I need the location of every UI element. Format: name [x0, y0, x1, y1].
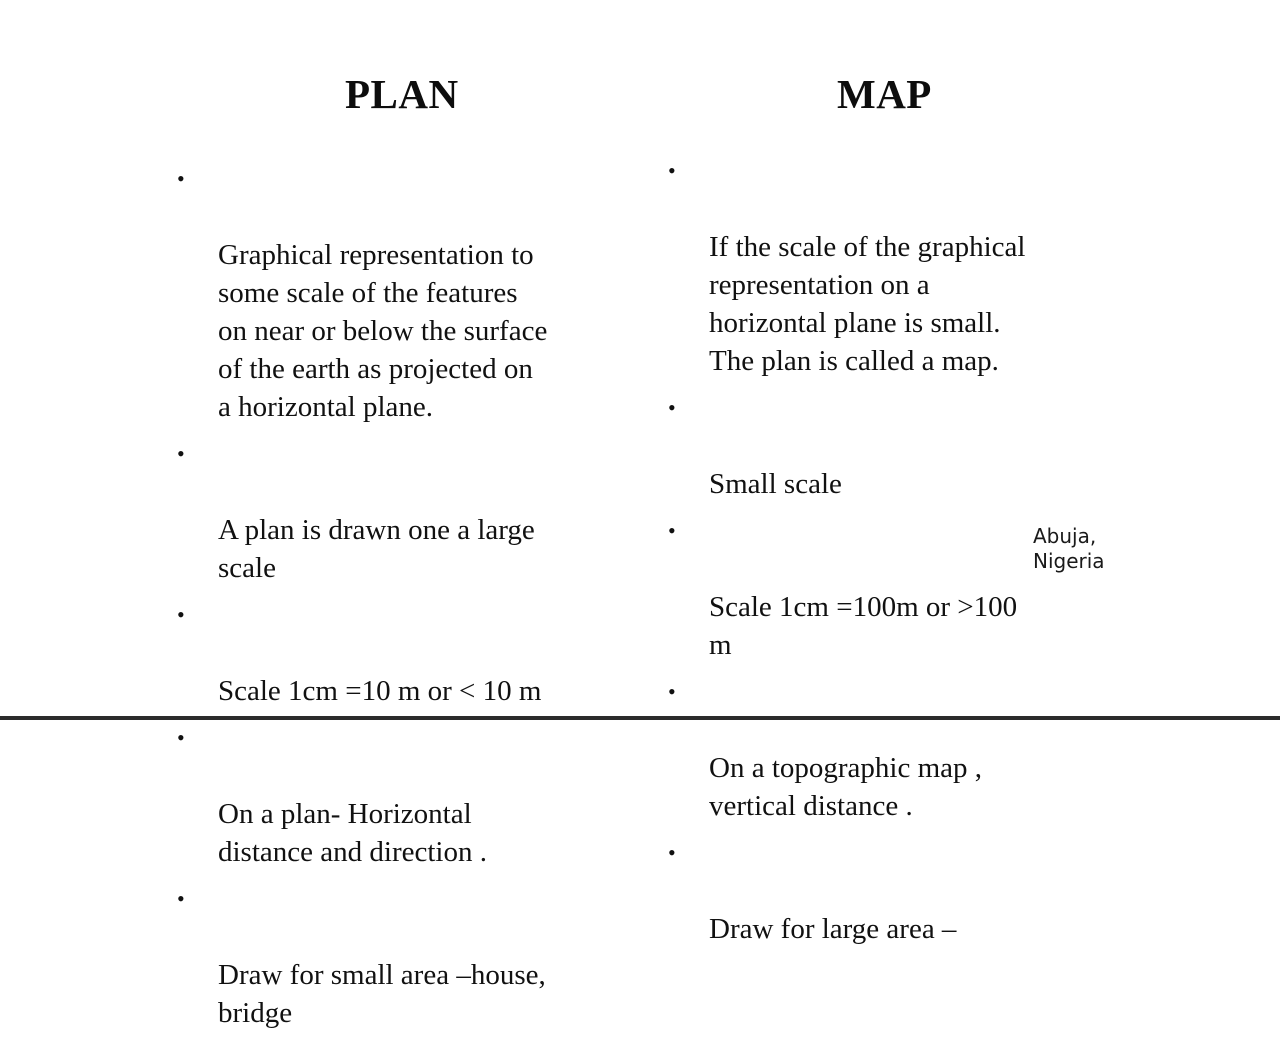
bullet-dot: • — [668, 840, 676, 865]
bullet-dot: • — [668, 395, 676, 420]
map-bullet-item — [668, 389, 1128, 503]
map-bullet-text: If the scale of the graphical representation on a horizontal plane is small. The plan is called a map. — [709, 231, 1026, 377]
map-bullet-item — [668, 673, 1128, 825]
plan-bullet-item — [177, 719, 637, 871]
bullet-dot: • — [177, 886, 185, 911]
plan-bullet-text: A plan is drawn one a large scale — [218, 514, 535, 584]
bullet-dot: • — [668, 518, 676, 543]
bullet-dot: • — [177, 725, 185, 750]
plan-bullet-text: Scale 1cm =10 m or < 10 m — [218, 675, 542, 707]
plan-bullet-item — [177, 596, 637, 710]
map-title: MAP — [837, 71, 932, 117]
bottom-border — [0, 716, 1280, 720]
plan-bullet-item — [177, 880, 637, 1032]
map-bullet-item — [668, 834, 1128, 948]
bullet-dot: • — [177, 602, 185, 627]
bullet-dot: • — [177, 166, 185, 191]
map-bullet-text: Scale 1cm =100m or >100 m — [709, 591, 1018, 661]
plan-title: PLAN — [345, 71, 459, 117]
bullet-dot: • — [177, 441, 185, 466]
location-note: Abuja, Nigeria — [1033, 524, 1105, 573]
map-bullet-item — [668, 152, 1128, 380]
bullet-dot: • — [668, 679, 676, 704]
plan-bullet-text: Draw for small area –house, bridge — [218, 959, 546, 1029]
plan-bullet-item — [177, 435, 637, 587]
plan-bullet-text: Graphical representation to some scale of the features on near or below the surface of the earth as projected on a horizontal plane. — [218, 239, 548, 423]
map-bullet-text: Small scale — [709, 468, 842, 500]
plan-bullet-item — [177, 160, 637, 426]
plan-bullet-text: On a plan- Horizontal distance and direction . — [218, 798, 487, 868]
bullet-dot: • — [668, 158, 676, 183]
map-bullet-text: Draw for large area – — [709, 913, 957, 945]
map-bullet-text: On a topographic map , vertical distance . — [709, 752, 983, 822]
plan-bullet-list — [177, 160, 637, 1041]
